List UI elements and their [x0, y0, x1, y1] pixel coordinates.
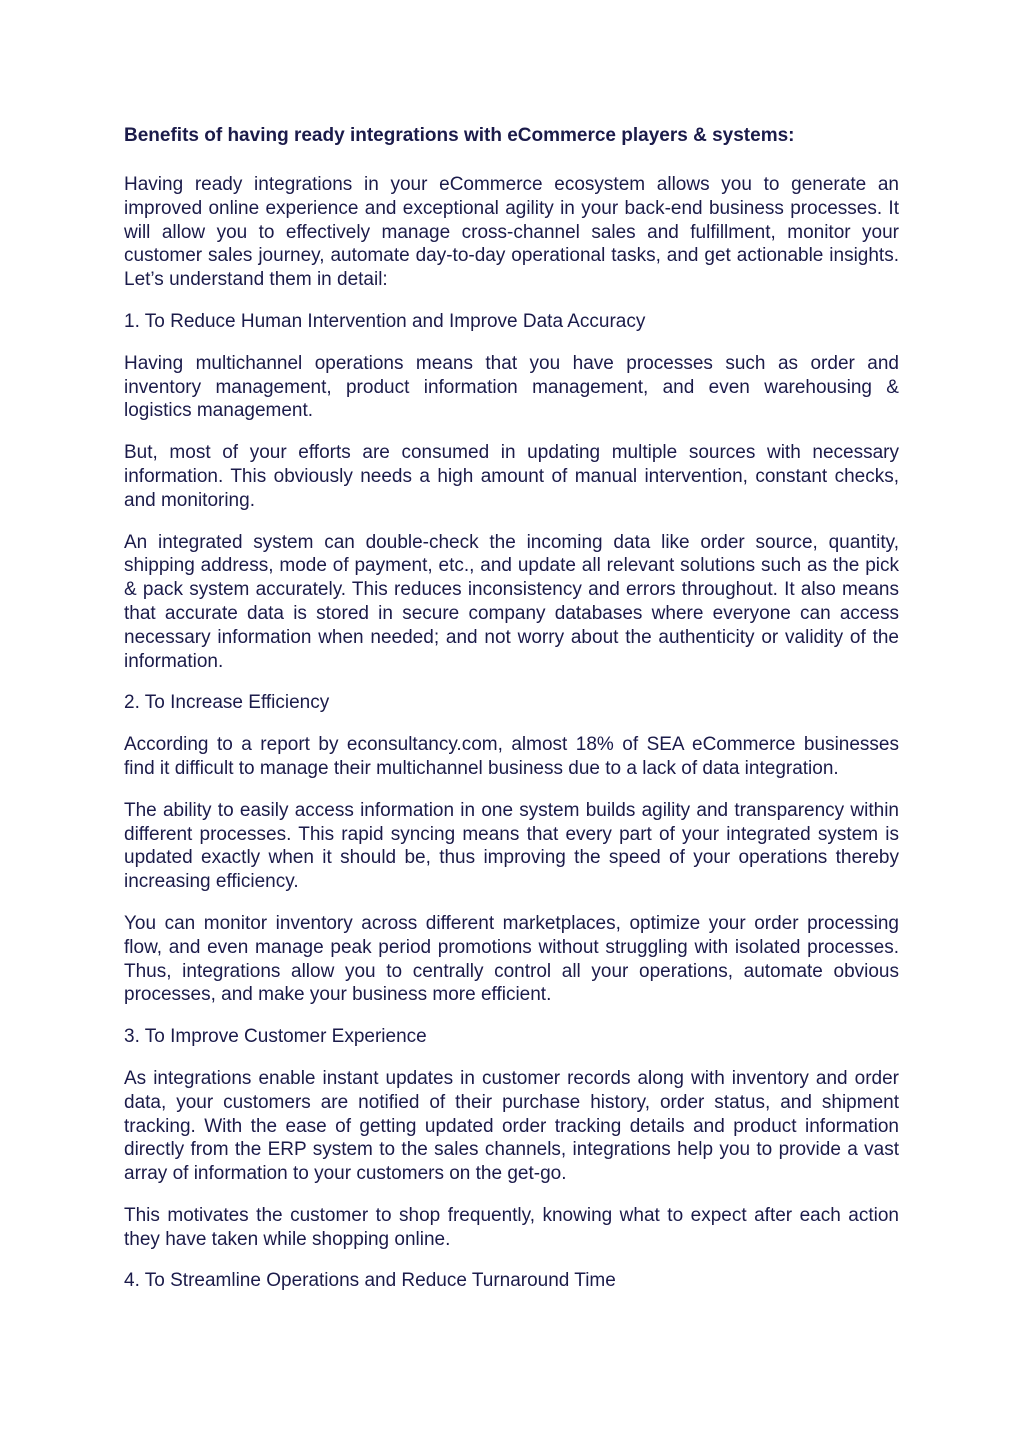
section-heading-4: 4. To Streamline Operations and Reduce Turnaround Time: [124, 1270, 616, 1292]
section-1-paragraph-1: Having multichannel operations means that you have processes such as order and inventory management, product information management, and even warehousing & logistics management.: [124, 352, 899, 422]
section-2-paragraph-3: You can monitor inventory across different marketplaces, optimize your order processing flow, and even manage peak period promotions without struggling with isolated processes. Thus, integrations allow you to centrally control all your operations, automate obvious processes, and make your business more efficient.: [124, 912, 899, 1006]
document-title: Benefits of having ready integrations with eCommerce players & systems:: [124, 125, 795, 146]
section-3-paragraph-1: As integrations enable instant updates in customer records along with inventory and order data, your customers are notified of their purchase history, order status, and shipment tracking. With the ease of getting updated order tracking details and product information directly from the ERP system to the sales channels, integrations help you to provide a vast array of information to your customers on the get-go.: [124, 1067, 899, 1185]
section-heading-1: 1. To Reduce Human Intervention and Improve Data Accuracy: [124, 310, 646, 332]
intro-paragraph: Having ready integrations in your eCommerce ecosystem allows you to generate an improved online experience and exceptional agility in your back-end business processes. It will allow you to effectively manage cross-channel sales and fulfillment, monitor your customer sales journey, automate day-to-day operational tasks, and get actionable insights. Let’s understand them in detail:: [124, 174, 899, 291]
section-2-paragraph-1: According to a report by econsultancy.com, almost 18% of SEA eCommerce businesses find it difficult to manage their multichannel business due to a lack of data integration.: [124, 734, 899, 779]
section-heading-3: 3. To Improve Customer Experience: [124, 1026, 427, 1048]
document-page: [124, 118, 899, 1311]
section-heading-2: 2. To Increase Efficiency: [124, 692, 330, 714]
section-1-paragraph-2: But, most of your efforts are consumed in updating multiple sources with necessary information. This obviously needs a high amount of manual intervention, constant checks, and monitoring.: [124, 442, 899, 511]
section-1-paragraph-3: An integrated system can double-check the incoming data like order source, quantity, shipping address, mode of payment, etc., and update all relevant solutions such as the pick & pack system accurately. This reduces inconsistency and errors throughout. It also means that accurate data is stored in secure company databases where everyone can access necessary information when needed; and not worry about the authenticity or validity of the information.: [124, 531, 899, 672]
section-3-paragraph-2: This motivates the customer to shop frequently, knowing what to expect after each action they have taken while shopping online.: [124, 1204, 899, 1250]
section-2-paragraph-2: The ability to easily access information in one system builds agility and transparency within different processes. This rapid syncing means that every part of your integrated system is updated exactly when it should be, thus improving the speed of your operations thereby increasing efficiency.: [124, 799, 899, 893]
